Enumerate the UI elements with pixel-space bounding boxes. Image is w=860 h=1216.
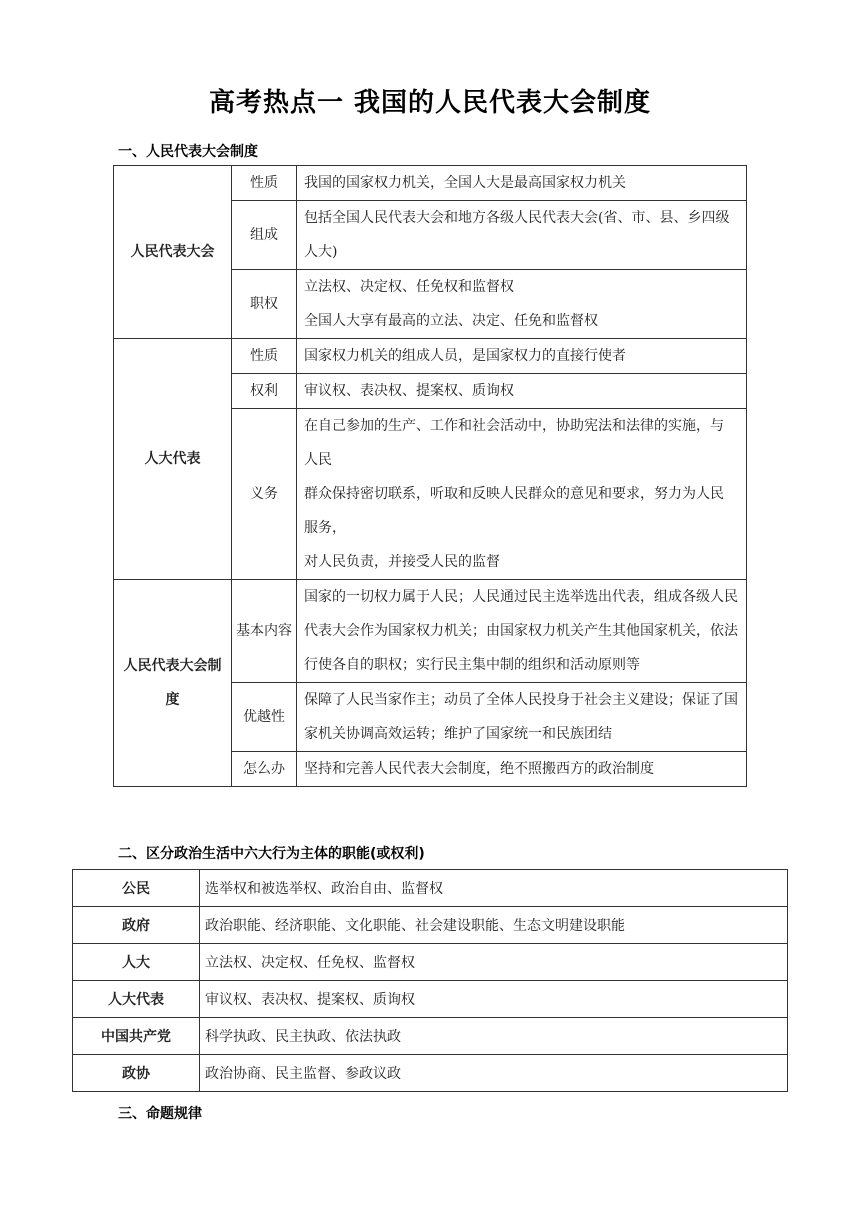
content-cell: [297, 201, 747, 270]
content-line: 在自己参加的生产、工作和社会活动中，协助宪法和法律的实施，与: [304, 418, 724, 434]
attribute-cell: 基本内容: [232, 580, 297, 683]
content-line: 群众保持密切联系，听取和反映人民群众的意见和要求，努力为人民: [304, 486, 724, 502]
content-line: 全国人大享有最高的立法、决定、任免和监督权: [304, 313, 598, 329]
content-line: 坚持和完善人民代表大会制度，绝不照搬西方的政治制度: [304, 761, 654, 777]
attribute-cell: 怎么办: [232, 752, 297, 787]
attribute-cell: 性质: [232, 339, 297, 374]
table-row: [73, 1018, 788, 1055]
subject-cell: 人大: [73, 944, 200, 981]
function-cell: 立法权、决定权、任免权、监督权: [200, 944, 788, 981]
attribute-cell: 义务: [232, 409, 297, 580]
category-cell: 人民代表大会制度: [114, 580, 232, 787]
content-cell: [297, 409, 747, 580]
subject-cell: 政府: [73, 907, 200, 944]
content-cell: [297, 166, 747, 201]
function-cell: 政治职能、经济职能、文化职能、社会建设职能、生态文明建设职能: [200, 907, 788, 944]
table-row: [114, 339, 747, 374]
content-cell: [297, 339, 747, 374]
table-row: [73, 981, 788, 1018]
content-line: 包括全国人民代表大会和地方各级人民代表大会(省、市、县、乡四级人大): [304, 210, 730, 260]
content-line: 保障了人民当家作主；动员了全体人民投身于社会主义建设；保证了国家机关协调高效运转；维护了国家统一和民族团结: [304, 692, 738, 742]
content-line: 我国的国家权力机关，全国人大是最高国家权力机关: [304, 175, 626, 191]
function-cell: 选举权和被选举权、政治自由、监督权: [200, 870, 788, 907]
npc-system-table: [113, 165, 747, 787]
table-row: [73, 907, 788, 944]
table-row: [114, 166, 747, 201]
attribute-cell: 组成: [232, 201, 297, 270]
content-cell: [297, 374, 747, 409]
table-row: [73, 944, 788, 981]
category-cell: 人大代表: [114, 339, 232, 580]
table-row: [73, 1055, 788, 1092]
section-heading-3: 三、命题规律: [118, 1106, 202, 1122]
content-line: 服务，: [304, 520, 346, 536]
content-line: 审议权、表决权、提案权、质询权: [304, 383, 514, 399]
subject-cell: 中国共产党: [73, 1018, 200, 1055]
content-line: 对人民负责，并接受人民的监督: [304, 554, 500, 570]
category-cell: 人民代表大会: [114, 166, 232, 339]
attribute-cell: 性质: [232, 166, 297, 201]
content-cell: [297, 270, 747, 339]
function-cell: 政治协商、民主监督、参政议政: [200, 1055, 788, 1092]
subject-cell: 政协: [73, 1055, 200, 1092]
page-title: 高考热点一 我国的人民代表大会制度: [208, 88, 652, 118]
actor-functions-table: [72, 869, 788, 1092]
content-line: 立法权、决定权、任免权和监督权: [304, 279, 514, 295]
function-cell: 科学执政、民主执政、依法执政: [200, 1018, 788, 1055]
function-cell: 审议权、表决权、提案权、质询权: [200, 981, 788, 1018]
content-line: 人民: [304, 452, 332, 468]
content-cell: [297, 683, 747, 752]
attribute-cell: 职权: [232, 270, 297, 339]
content-line: 国家的一切权力属于人民；人民通过民主选举选出代表，组成各级人民代表大会作为国家权力机关；由国家权力机关产生其他国家机关，依法行使各自的职权；实行民主集中制的组织和活动原则等: [304, 589, 738, 673]
content-cell: [297, 580, 747, 683]
attribute-cell: 权利: [232, 374, 297, 409]
table-row: [114, 580, 747, 683]
content-line: 国家权力机关的组成人员，是国家权力的直接行使者: [304, 348, 626, 364]
attribute-cell: 优越性: [232, 683, 297, 752]
subject-cell: 公民: [73, 870, 200, 907]
table-row: [73, 870, 788, 907]
subject-cell: 人大代表: [73, 981, 200, 1018]
section-heading-1: 一、人民代表大会制度: [118, 144, 258, 160]
section-heading-2: 二、区分政治生活中六大行为主体的职能(或权利): [118, 846, 425, 862]
content-cell: [297, 752, 747, 787]
